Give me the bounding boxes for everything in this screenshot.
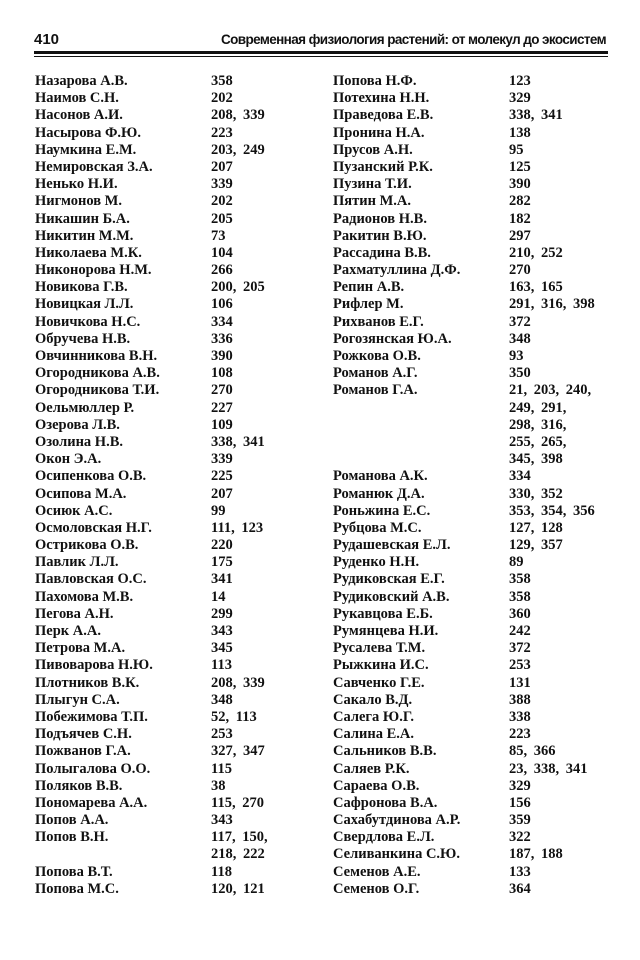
page-references: 253 <box>509 657 531 674</box>
index-entry <box>35 829 268 846</box>
page-references: 108 <box>211 365 233 382</box>
page-references: 187, 188 <box>509 846 563 863</box>
page-references: 390 <box>509 176 531 193</box>
index-entry <box>333 726 595 743</box>
page-references: 207 <box>211 158 233 175</box>
index-entry <box>35 296 268 313</box>
page-references: 207 <box>211 485 233 502</box>
page-references: 218, 222 <box>211 846 265 863</box>
index-entry <box>35 864 268 881</box>
author-name: Огородникова А.В. <box>35 365 160 382</box>
author-name: Пожванов Г.А. <box>35 743 131 760</box>
page-references: 106 <box>211 296 233 313</box>
author-name: Рудиковская Е.Г. <box>333 571 445 588</box>
author-name: Пронина Н.А. <box>333 124 425 141</box>
index-entry <box>35 176 268 193</box>
author-name: Новичкова Н.С. <box>35 313 141 330</box>
index-entry <box>35 743 268 760</box>
page-references: 205 <box>211 210 233 227</box>
page-references: 208, 339 <box>211 674 265 691</box>
page-references: 270 <box>211 382 233 399</box>
index-entry <box>35 434 268 451</box>
index-entry <box>35 348 268 365</box>
index-entry <box>35 709 268 726</box>
author-name: Насонов А.И. <box>35 107 123 124</box>
index-entry <box>333 365 595 382</box>
author-name: Обручева Н.В. <box>35 330 131 347</box>
page-references: 390 <box>211 348 233 364</box>
index-entry <box>35 228 268 245</box>
index-entry <box>35 486 268 503</box>
index-entry <box>333 864 595 881</box>
author-name <box>333 417 509 434</box>
index-entry <box>333 228 595 245</box>
index-entry <box>333 503 595 520</box>
author-name: Рукавцова Е.Б. <box>333 605 433 622</box>
index-entry <box>333 537 595 554</box>
index-entry <box>35 554 268 571</box>
page-references: 291, 316, 398 <box>509 296 595 313</box>
page-references: 117, 150, <box>211 829 268 846</box>
index-entry <box>333 90 595 107</box>
index-entry <box>35 451 268 468</box>
author-name: Озолина Н.В. <box>35 433 123 450</box>
author-name: Попова Н.Ф. <box>333 73 417 89</box>
author-name: Рогозянская Ю.А. <box>333 330 452 347</box>
index-column-left <box>35 73 268 898</box>
author-name: Попова М.С. <box>35 880 119 897</box>
page-references: 52, 113 <box>211 708 257 725</box>
index-entry <box>333 211 595 228</box>
page-references: 129, 357 <box>509 537 563 554</box>
page-references: 298, 316, <box>509 416 567 433</box>
index-entry <box>35 640 268 657</box>
author-name: Романюк Д.А. <box>333 485 425 502</box>
index-entry <box>333 107 595 124</box>
author-name: Семенов О.Г. <box>333 880 420 897</box>
author-name: Плотников В.К. <box>35 674 140 691</box>
page-references: 338 <box>509 708 531 725</box>
index-entry <box>333 795 595 812</box>
index-entry <box>333 554 595 571</box>
index-entry <box>333 176 595 193</box>
index-entry <box>35 675 268 692</box>
page-references: 131 <box>509 674 531 691</box>
index-entry <box>333 623 595 640</box>
page-references: 322 <box>509 829 531 846</box>
author-name: Русалева Т.М. <box>333 640 426 657</box>
author-name: Нигмонов М. <box>35 193 122 210</box>
page-references: 125 <box>509 158 531 175</box>
index-entry <box>333 451 595 468</box>
index-entry <box>333 314 595 331</box>
author-name: Немировская З.А. <box>35 158 153 175</box>
page-references: 223 <box>509 726 531 743</box>
page-references: 358 <box>211 73 233 89</box>
page-references: 334 <box>509 468 531 485</box>
author-name: Рудашевская Е.Л. <box>333 537 451 554</box>
author-name: Побежимова Т.П. <box>35 708 148 725</box>
index-entry <box>35 623 268 640</box>
author-name: Полыгалова О.О. <box>35 760 151 777</box>
index-entry <box>35 159 268 176</box>
page-references: 208, 339 <box>211 107 265 124</box>
page-references: 360 <box>509 605 531 622</box>
author-name <box>35 846 211 863</box>
index-entry <box>35 520 268 537</box>
page-references: 93 <box>509 348 524 364</box>
page-references: 220 <box>211 537 233 554</box>
index-entry <box>35 245 268 262</box>
page-references: 200, 205 <box>211 279 265 296</box>
page-references: 210, 252 <box>509 244 563 261</box>
index-entry <box>333 640 595 657</box>
page-references: 223 <box>211 124 233 141</box>
author-name: Романова А.К. <box>333 468 428 485</box>
index-entry <box>333 142 595 159</box>
index-entry <box>333 881 595 898</box>
author-name: Острикова О.В. <box>35 537 139 554</box>
index-column-right <box>333 73 595 898</box>
index-entry <box>333 829 595 846</box>
page-references: 353, 354, 356 <box>509 502 595 519</box>
index-entry <box>35 726 268 743</box>
index-entry <box>35 279 268 296</box>
page-references: 203, 249 <box>211 141 265 158</box>
author-name: Рубцова М.С. <box>333 519 422 536</box>
author-name: Поляков В.В. <box>35 777 123 794</box>
page-references: 138 <box>509 124 531 141</box>
author-name: Павловская О.С. <box>35 571 147 588</box>
author-name: Рассадина В.В. <box>333 244 431 261</box>
page-references: 113 <box>211 657 232 674</box>
index-entry <box>333 382 595 399</box>
index-entry <box>333 331 595 348</box>
author-name: Осиюк А.С. <box>35 502 113 519</box>
page-references: 156 <box>509 794 531 811</box>
page-references: 359 <box>509 812 531 829</box>
page-references: 329 <box>509 777 531 794</box>
index-entry <box>35 537 268 554</box>
page-references: 73 <box>211 227 226 244</box>
author-name: Рифлер М. <box>333 296 404 313</box>
index-entry <box>333 761 595 778</box>
author-name: Пивоварова Н.Ю. <box>35 657 153 674</box>
author-name: Пятин М.А. <box>333 193 411 210</box>
index-entry <box>35 812 268 829</box>
author-name <box>333 434 509 451</box>
page-references: 253 <box>211 726 233 743</box>
author-name: Рудиковский А.В. <box>333 588 450 605</box>
author-name: Подъячев С.Н. <box>35 726 132 743</box>
header-rule-thin <box>34 56 608 57</box>
author-name: Ненько Н.И. <box>35 176 118 193</box>
page-references: 99 <box>211 502 226 519</box>
index-entry <box>35 400 268 417</box>
author-name: Саляев Р.К. <box>333 760 410 777</box>
index-entry <box>333 657 595 674</box>
author-name: Петрова М.А. <box>35 640 126 657</box>
author-name: Сафронова В.А. <box>333 794 438 811</box>
page-references: 348 <box>211 691 233 708</box>
page-references: 21, 203, 240, <box>509 382 592 399</box>
page-references: 109 <box>211 416 233 433</box>
author-name: Осипенкова О.В. <box>35 468 147 485</box>
index-entry <box>35 90 268 107</box>
index-entry <box>333 262 595 279</box>
index-entry <box>35 73 268 90</box>
author-name: Румянцева Н.И. <box>333 623 439 639</box>
page-references: 329 <box>509 90 531 107</box>
page-references: 372 <box>509 640 531 657</box>
author-name: Оельмюллер Р. <box>35 399 135 416</box>
index-entry <box>35 331 268 348</box>
author-name: Сальников В.В. <box>333 743 437 760</box>
page-references: 282 <box>509 193 531 210</box>
index-entry <box>333 520 595 537</box>
author-name: Пахомова М.В. <box>35 588 134 605</box>
author-name: Плыгун С.А. <box>35 691 120 708</box>
author-name: Никонорова Н.М. <box>35 262 152 279</box>
page-references: 255, 265, <box>509 433 567 450</box>
index-entry <box>35 881 268 898</box>
page-references: 225 <box>211 468 233 485</box>
index-entry <box>333 400 595 417</box>
index-entry <box>35 417 268 434</box>
index-entry <box>333 279 595 296</box>
author-name: Овчинникова В.Н. <box>35 348 158 364</box>
index-entry <box>35 382 268 399</box>
page-references: 38 <box>211 777 226 794</box>
author-name: Семенов А.Е. <box>333 863 421 880</box>
author-name: Осмоловская Н.Г. <box>35 519 152 536</box>
page-references: 95 <box>509 141 524 158</box>
author-name: Пегова А.Н. <box>35 605 114 622</box>
author-name: Насырова Ф.Ю. <box>35 124 141 141</box>
index-entry <box>35 846 268 863</box>
index-entry <box>35 125 268 142</box>
page-references: 111, 123 <box>211 519 264 536</box>
author-name: Салина Е.А. <box>333 726 414 743</box>
page-references: 299 <box>211 605 233 622</box>
author-name: Роньжина Е.С. <box>333 502 431 519</box>
page-references: 118 <box>211 863 232 880</box>
page-references: 336 <box>211 330 233 347</box>
index-entry <box>35 193 268 210</box>
index-entry <box>333 417 595 434</box>
author-name: Романов Г.А. <box>333 382 418 399</box>
author-name: Рахматуллина Д.Ф. <box>333 262 461 279</box>
index-entry <box>35 761 268 778</box>
author-name: Пузина Т.И. <box>333 176 412 193</box>
author-name: Наумкина Е.М. <box>35 141 137 158</box>
index-entry <box>333 125 595 142</box>
index-entry <box>35 142 268 159</box>
page-references: 14 <box>211 588 226 605</box>
author-name: Никитин М.М. <box>35 227 134 244</box>
author-name: Рожкова О.В. <box>333 348 421 364</box>
page-references: 202 <box>211 193 233 210</box>
index-entry <box>333 434 595 451</box>
author-name: Новицкая Л.Л. <box>35 296 134 313</box>
author-name: Попова В.Т. <box>35 863 113 880</box>
author-name: Осипова М.А. <box>35 485 127 502</box>
index-entry <box>333 778 595 795</box>
index-entry <box>35 211 268 228</box>
page-references: 202 <box>211 90 233 107</box>
index-entry <box>333 296 595 313</box>
page-references: 85, 366 <box>509 743 556 760</box>
page-references: 339 <box>211 176 233 193</box>
page-references: 327, 347 <box>211 743 265 760</box>
page-references: 182 <box>509 210 531 227</box>
author-name: Назарова А.В. <box>35 73 128 89</box>
author-name: Прусов А.Н. <box>333 141 413 158</box>
page-references: 348 <box>509 330 531 347</box>
page-references: 127, 128 <box>509 519 563 536</box>
author-name: Новикова Г.В. <box>35 279 128 296</box>
author-name: Сахабутдинова А.Р. <box>333 812 461 829</box>
author-name: Репин А.В. <box>333 279 405 296</box>
author-name: Сакало В.Д. <box>333 691 413 708</box>
page-references: 345, 398 <box>509 451 563 468</box>
index-entry <box>333 486 595 503</box>
author-name: Павлик Л.Л. <box>35 554 119 571</box>
index-entry <box>333 606 595 623</box>
author-name: Потехина Н.Н. <box>333 90 430 107</box>
author-name: Ракитин В.Ю. <box>333 227 427 244</box>
page-references: 115 <box>211 760 232 777</box>
index-entry <box>333 348 595 365</box>
author-name: Свердлова Е.Л. <box>333 829 435 846</box>
author-name: Сараева О.В. <box>333 777 420 794</box>
page-references: 175 <box>211 554 233 571</box>
index-entry <box>333 743 595 760</box>
page-references: 115, 270 <box>211 794 264 811</box>
page-references: 249, 291, <box>509 399 567 416</box>
author-name: Окон Э.А. <box>35 451 102 468</box>
page-references: 23, 338, 341 <box>509 760 588 777</box>
running-title: Современная физиология растений: от молекул до экосистем <box>220 32 606 47</box>
page-references: 330, 352 <box>509 485 563 502</box>
index-entry <box>35 468 268 485</box>
index-entry <box>35 692 268 709</box>
index-entry <box>35 606 268 623</box>
author-name: Попов А.А. <box>35 812 109 829</box>
page-references: 341 <box>211 571 233 588</box>
index-entry <box>333 193 595 210</box>
page-header <box>34 30 608 52</box>
page-references: 133 <box>509 863 531 880</box>
index-entry <box>35 778 268 795</box>
page-references: 227 <box>211 399 233 416</box>
page-references: 343 <box>211 812 233 829</box>
page-references: 120, 121 <box>211 880 265 897</box>
index-entry <box>35 571 268 588</box>
index-entry <box>333 812 595 829</box>
author-name: Рыжкина И.С. <box>333 657 429 674</box>
author-name: Огородникова Т.И. <box>35 382 160 399</box>
index-entry <box>35 589 268 606</box>
page-references: 350 <box>509 365 531 382</box>
index-entry <box>35 657 268 674</box>
index-entry <box>333 468 595 485</box>
page-references: 123 <box>509 73 531 89</box>
page-references: 266 <box>211 262 233 279</box>
author-name: Николаева М.К. <box>35 244 142 261</box>
author-name: Савченко Г.Е. <box>333 674 425 691</box>
page-references: 163, 165 <box>509 279 563 296</box>
page-references: 270 <box>509 262 531 279</box>
page-references: 364 <box>509 880 531 897</box>
index-entry <box>333 846 595 863</box>
index-entry <box>35 262 268 279</box>
author-name: Попов В.Н. <box>35 829 109 846</box>
page-references: 104 <box>211 244 233 261</box>
author-name: Радионов Н.В. <box>333 210 427 227</box>
author-name <box>333 451 509 468</box>
page-references: 339 <box>211 451 233 468</box>
author-name: Перк А.А. <box>35 623 101 639</box>
index-entry <box>333 692 595 709</box>
page-references: 89 <box>509 554 524 571</box>
author-name: Рихванов Е.Г. <box>333 313 424 330</box>
author-name: Наимов С.Н. <box>35 90 119 107</box>
index-entry <box>35 314 268 331</box>
index-entry <box>35 107 268 124</box>
index-entry <box>333 709 595 726</box>
index-entry <box>35 365 268 382</box>
page-references: 338, 341 <box>509 107 563 124</box>
index-entry <box>35 503 268 520</box>
author-name: Озерова Л.В. <box>35 416 120 433</box>
index-entry <box>333 159 595 176</box>
author-name: Никашин Б.А. <box>35 210 130 227</box>
author-name: Руденко Н.Н. <box>333 554 420 571</box>
index-entry <box>333 571 595 588</box>
index-entry <box>333 589 595 606</box>
author-name: Пузанский Р.К. <box>333 158 433 175</box>
header-rule-thick <box>34 51 608 54</box>
index-entry <box>333 73 595 90</box>
page-references: 297 <box>509 227 531 244</box>
index-entry <box>333 245 595 262</box>
page-references: 358 <box>509 571 531 588</box>
index-entry <box>333 675 595 692</box>
author-name: Селиванкина С.Ю. <box>333 846 460 863</box>
page-references: 358 <box>509 588 531 605</box>
author-name: Романов А.Г. <box>333 365 418 382</box>
page-references: 338, 341 <box>211 433 265 450</box>
author-name: Салега Ю.Г. <box>333 708 415 725</box>
author-name: Пономарева А.А. <box>35 794 148 811</box>
page-references: 242 <box>509 623 531 639</box>
index-entry <box>35 795 268 812</box>
page-references: 388 <box>509 691 531 708</box>
page-references: 334 <box>211 313 233 330</box>
author-name <box>333 400 509 417</box>
page-references: 345 <box>211 640 233 657</box>
page-number: 410 <box>34 31 60 48</box>
author-name: Праведова Е.В. <box>333 107 434 124</box>
page-references: 343 <box>211 623 233 639</box>
page-references: 372 <box>509 313 531 330</box>
